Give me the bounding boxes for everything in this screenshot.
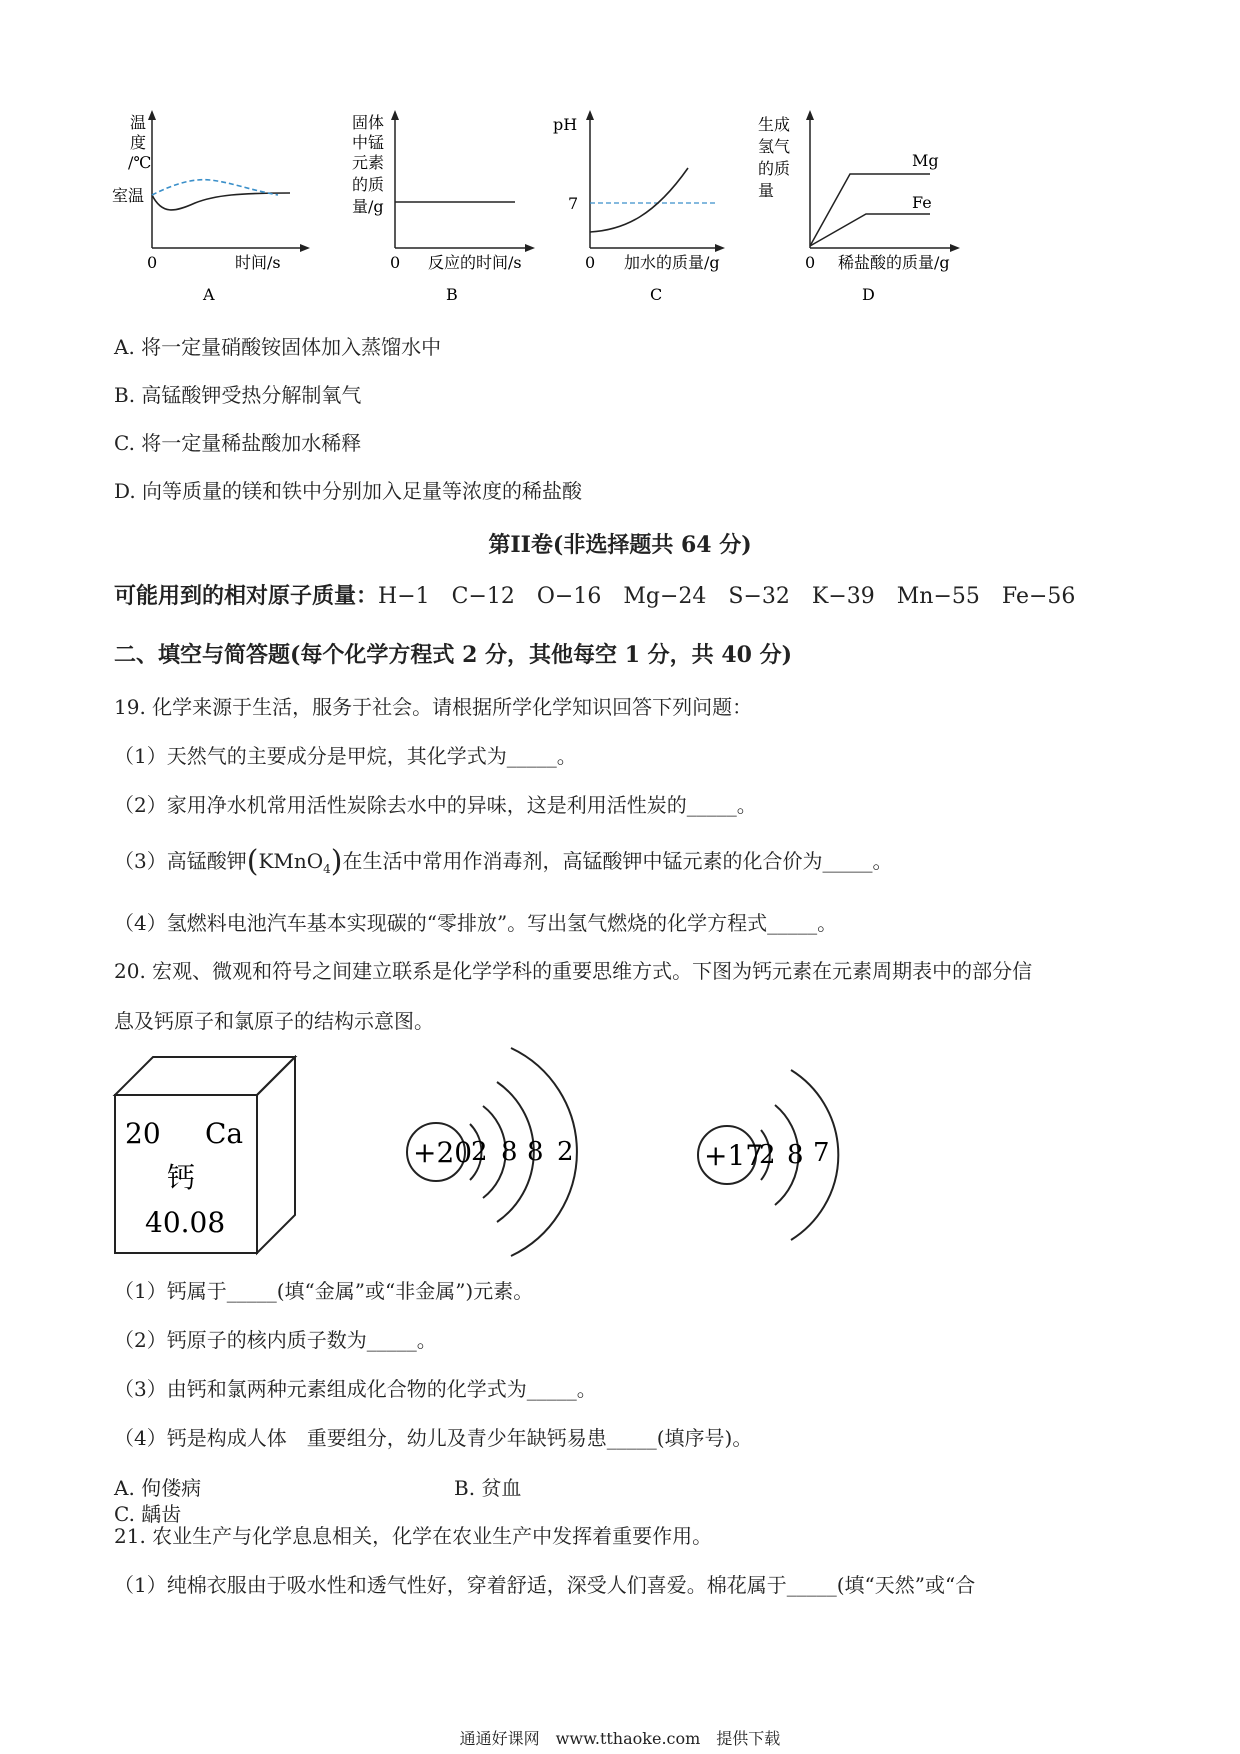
calcium-atom-diagram [405, 1040, 645, 1260]
element-number: 20 [125, 1117, 161, 1150]
q19-part3: （3）高锰酸钾(KMnO$_4$)在生活中常用作消毒剂，高锰酸钾中锰元素的化合价为_____。 [114, 844, 893, 879]
graph-d-xlabel: 稀盐酸的质量/g [838, 253, 950, 272]
graph-d [758, 110, 960, 304]
graph-b-ylabel-5: 量/g [352, 197, 384, 216]
q19-formula-sub: 4 [323, 862, 331, 876]
chlorine-atom-diagram [693, 1055, 893, 1245]
q19-part1: （1）天然气的主要成分是甲烷，其化学式为_____。 [114, 744, 577, 768]
q20-option-b: B. 贫血 [454, 1476, 522, 1500]
graph-d-ylabel-1: 生成 [758, 115, 791, 134]
q20-option-c: C. 龋齿 [114, 1502, 182, 1526]
q21-part1: （1）纯棉衣服由于吸水性和透气性好，穿着舒适，深受人们喜爱。棉花属于_____(填“天然”或“合 [114, 1573, 976, 1597]
graph-d-series-mg: Mg [912, 151, 939, 170]
cl-shell-1: 2 [759, 1140, 776, 1170]
cl-shell-2: 8 [787, 1140, 804, 1170]
q20-part1: （1）钙属于_____(填“金属”或“非金属”)元素。 [114, 1279, 534, 1303]
ca-shell-3: 8 [527, 1137, 544, 1167]
graph-c-ref-label: 7 [568, 194, 579, 213]
graph-d-letter: D [862, 285, 875, 304]
q20-part4: （4）钙是构成人体 重要组分，幼儿及青少年缺钙易患_____(填序号)。 [114, 1426, 753, 1450]
element-name: 钙 [167, 1161, 196, 1194]
graph-d-ylabel-2: 氢气 [758, 137, 791, 156]
q19-part4: （4）氢燃料电池汽车基本实现碳的“零排放”。写出氢气燃烧的化学方程式_____。 [114, 911, 838, 935]
graph-a-ylabel-2: 度 [130, 133, 147, 152]
graph-c-letter: C [650, 285, 663, 304]
q19-part2: （2）家用净水机常用活性炭除去水中的异味，这是利用活性炭的_____。 [114, 793, 757, 817]
q19-stem: 19. 化学来源于生活，服务于社会。请根据所学化学知识回答下列问题： [114, 695, 753, 719]
q19-formula: KMnO [258, 849, 324, 873]
graph-b-ylabel-3: 元素 [352, 153, 385, 172]
q20-part3: （3）由钙和氯两种元素组成化合物的化学式为_____。 [114, 1377, 597, 1401]
q18-option-c: C. 将一定量稀盐酸加水稀释 [114, 431, 362, 455]
cl-nucleus: +17 [704, 1139, 764, 1172]
q20-option-a: A. 佝偻病 [114, 1476, 202, 1500]
element-symbol: Ca [205, 1117, 244, 1150]
q20-stem-line1: 20. 宏观、微观和符号之间建立联系是化学学科的重要思维方式。下图为钙元素在元素周期表中的部分信 [114, 959, 1033, 983]
q20-part2: （2）钙原子的核内质子数为_____。 [114, 1328, 437, 1352]
graph-b-ylabel-4: 的质 [352, 175, 385, 194]
graph-c-curve [590, 168, 688, 232]
graph-c-origin: 0 [585, 253, 596, 272]
atomic-masses [114, 583, 1075, 610]
atomic-masses-values: H−1 C−12 O−16 Mg−24 S−32 K−39 Mn−55 Fe−56 [378, 584, 1076, 609]
graph-c [553, 110, 725, 304]
ca-nucleus: +20 [413, 1136, 473, 1169]
footer: 通通好课网 www.tthaoke.com 提供下载 [459, 1729, 781, 1748]
graph-c-xlabel: 加水的质量/g [624, 253, 720, 272]
graph-b-xlabel: 反应的时间/s [428, 253, 522, 272]
q20-stem-line2: 息及钙原子和氯原子的结构示意图。 [114, 1009, 434, 1033]
graph-b-origin: 0 [390, 253, 401, 272]
graph-b-ylabel-1: 固体 [352, 113, 385, 132]
ca-shell-4: 2 [557, 1137, 574, 1167]
q18-option-a: A. 将一定量硝酸铵固体加入蒸馏水中 [114, 335, 442, 359]
q21-stem: 21. 农业生产与化学息息相关，化学在农业生产中发挥着重要作用。 [114, 1524, 713, 1548]
graph-a-letter: A [203, 285, 215, 304]
q18-option-d: D. 向等质量的镁和铁中分别加入足量等浓度的稀盐酸 [114, 479, 583, 503]
graph-d-series-fe: Fe [912, 193, 932, 212]
cl-shell-3: 7 [813, 1138, 830, 1168]
ca-shell-1: 2 [471, 1137, 488, 1167]
graph-a-curve [152, 193, 290, 210]
element-cube [105, 1055, 305, 1260]
q18-option-b: B. 高锰酸钾受热分解制氧气 [114, 383, 362, 407]
graph-a-ylabel-1: 温 [130, 113, 147, 132]
atomic-masses-label: 可能用到的相对原子质量： [114, 583, 379, 609]
graph-a [112, 110, 310, 304]
q19-part3-prefix: （3）高锰酸钾 [114, 849, 247, 873]
graph-d-ylabel-4: 量 [758, 181, 775, 200]
graph-a-xlabel: 时间/s [235, 253, 281, 272]
graph-b-ylabel-2: 中锰 [352, 133, 385, 152]
ca-shell-2: 8 [501, 1137, 518, 1167]
q18-graphs [0, 90, 1240, 310]
graph-a-ylabel-3: /℃ [128, 153, 152, 172]
graph-d-origin: 0 [805, 253, 816, 272]
section-title: 第II卷(非选择题共 64 分) [488, 532, 752, 558]
graph-b [352, 110, 535, 304]
graph-b-letter: B [446, 285, 458, 304]
graph-c-ylabel: pH [553, 115, 578, 134]
element-mass: 40.08 [145, 1206, 226, 1239]
q19-part3-suffix: 在生活中常用作消毒剂，高锰酸钾中锰元素的化合价为_____。 [342, 849, 893, 873]
graph-a-ref-label: 室温 [112, 186, 145, 205]
graph-d-ylabel-3: 的质 [758, 159, 791, 178]
part2-heading: 二、填空与简答题(每个化学方程式 2 分，其他每空 1 分，共 40 分) [114, 642, 793, 668]
graph-a-origin: 0 [147, 253, 158, 272]
q20-options [114, 1475, 1114, 1527]
graph-d-fe-line [810, 214, 930, 246]
